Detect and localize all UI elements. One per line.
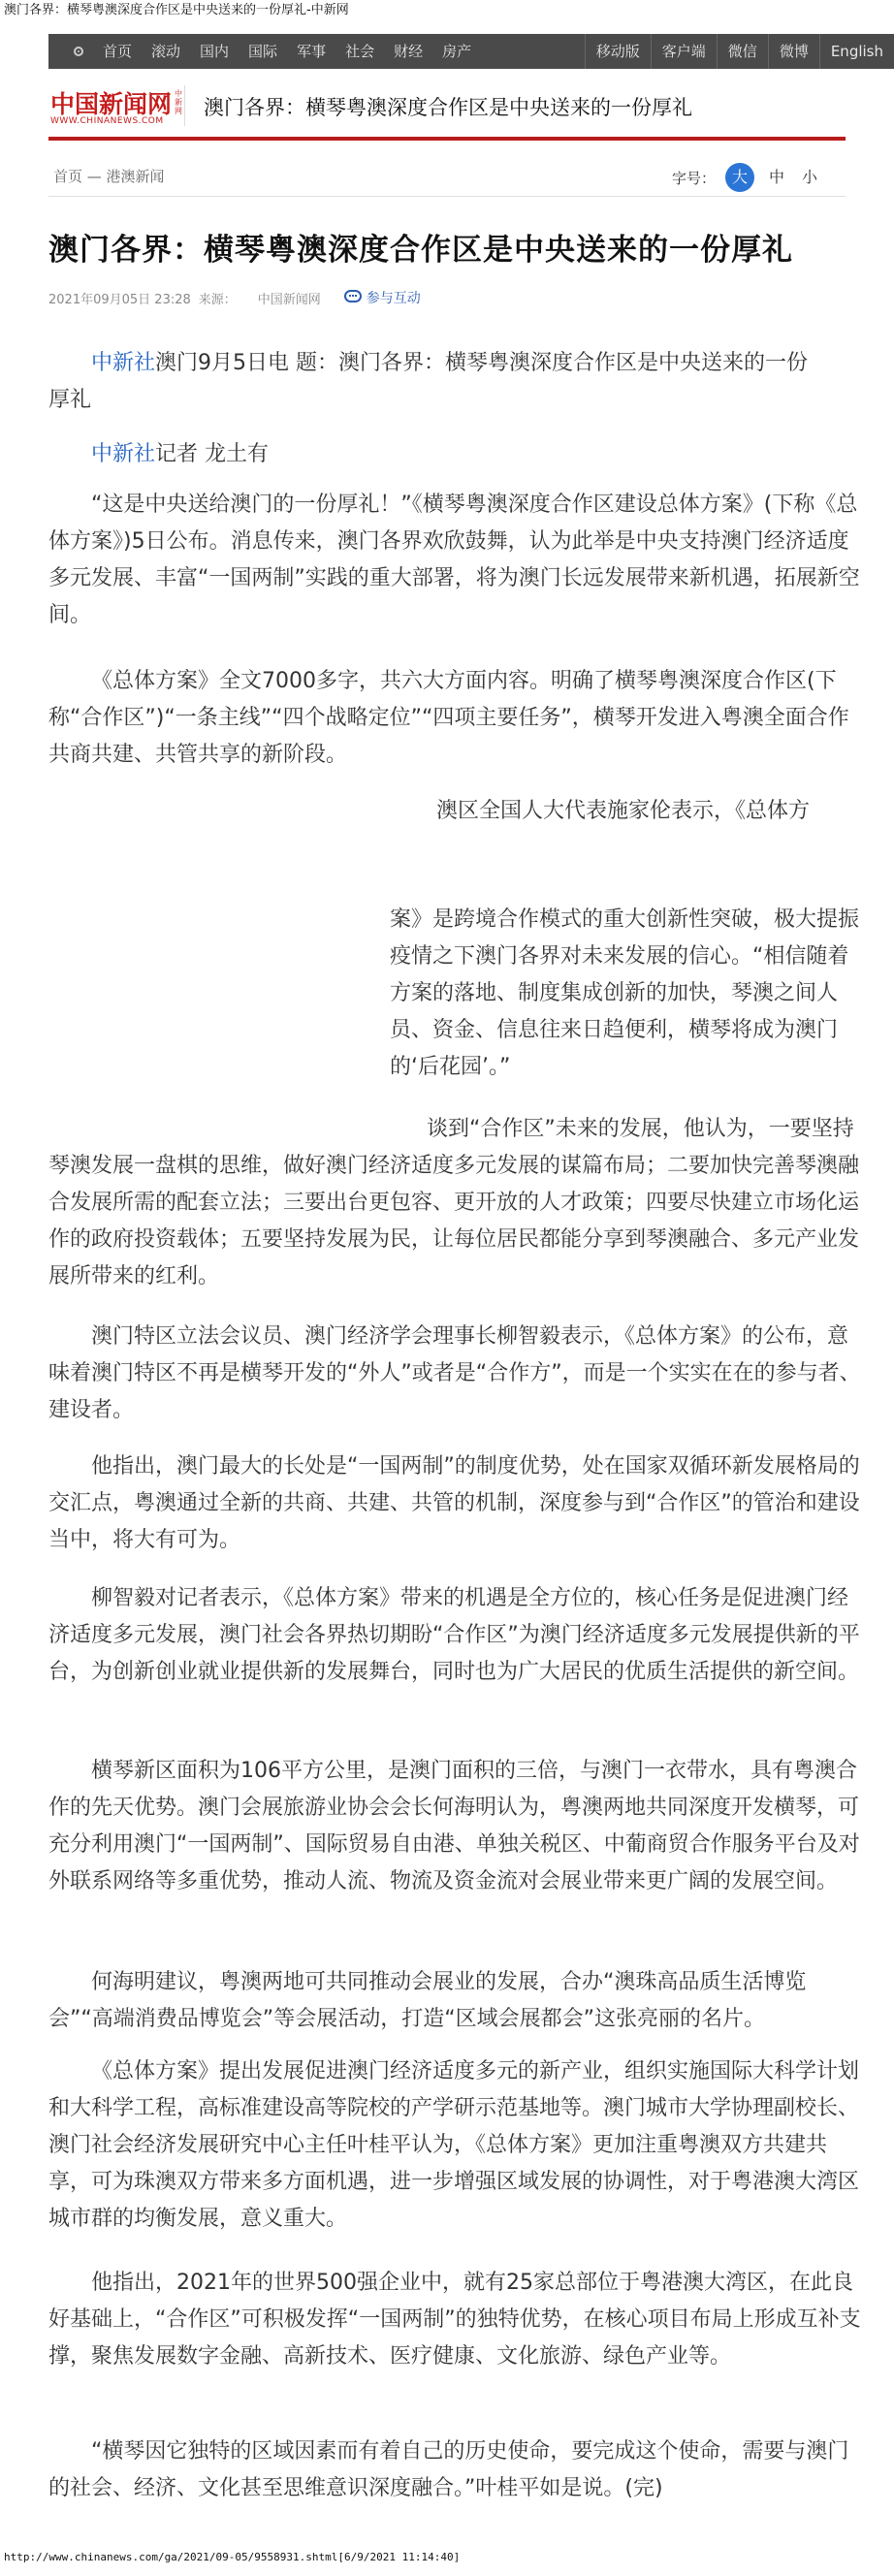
paragraph-8: 他指出，澳门最大的长处是“一国两制”的制度优势，处在国家双循环新发展格局的交汇点，粤澳通过全新的共商、共建、共管的机制，深度参与到“合作区”的管治和建设当中，将大有可为。 (48, 1454, 860, 1552)
brand-divider (184, 85, 185, 126)
print-footer: http://www.chinanews.com/ga/2021/09-05/9558931.shtml[6/9/2021 11:14:40] (4, 2551, 461, 2563)
logo-url: WWW.CHINANEWS.COM (50, 116, 164, 126)
chat-bubble-icon (344, 290, 364, 305)
font-size-large-button[interactable]: 大 (725, 163, 754, 192)
nav-item-military[interactable]: 军事 (297, 43, 327, 60)
paragraph-13: 他指出，2021年的世界500强企业中，就有25家总部位于粤港澳大湾区，在此良好基础上，“合作区”可积极发挥“一国两制”的独特优势，在核心项目布局上形成互补支撑，聚焦发展数字金融、高新技术、医疗健康、文化旅游、绿色产业等。 (48, 2271, 861, 2369)
article-meta (48, 285, 421, 310)
breadcrumb[interactable]: 首页 — 港澳新闻 (53, 168, 165, 185)
paragraph-5-cont: 案》是跨境合作模式的重大创新性突破，极大提振疫情之下澳门各界对未来发展的信心。“相信随着方案的落地、制度集成创新的加快，琴澳之间人员、资金、信息往来日趋便利，横琴将成为澳门的‘后花园’。” (390, 907, 860, 1079)
nav-item-home[interactable]: 首页 (103, 43, 133, 60)
nav-item-international[interactable]: 国际 (248, 43, 278, 60)
paragraph-5-start: 澳区全国人大代表施家伦表示，《总体方 (436, 799, 811, 823)
print-header: 澳门各界：横琴粤澳深度合作区是中央送来的一份厚礼-中新网 (4, 3, 349, 17)
nav-item-english[interactable]: English (819, 34, 894, 69)
nav-item-finance[interactable]: 财经 (394, 43, 424, 60)
font-size-switcher (672, 161, 826, 194)
paragraph-dateline (48, 345, 824, 419)
dateline-text: 澳门9月5日电 题：澳门各界：横琴粤澳深度合作区是中央送来的一份厚礼 (48, 351, 809, 412)
paragraph-12: 《总体方案》提出发展促进澳门经济适度多元的新产业，组织实施国际大科学计划和大科学工程，高标准建设高等院校的产学研示范基地等。澳门城市大学协理副校长、澳门社会经济发展研究中心主任叶桂平认为，《总体方案》更加注重粤澳双方共建共享，可为珠澳双方带来多方面机遇，进一步增强区域发展的协调性，对于粤港澳大湾区城市群的均衡发展，意义重大。 (48, 2059, 860, 2231)
paragraph-11: 何海明建议，粤澳两地可共同推动会展业的发展，合办“澳珠高品质生活博览会”“高端消费品博览会”等会展活动，打造“区域会展都会”这张亮丽的名片。 (48, 1970, 807, 2031)
paragraph-7: 澳门特区立法会议员、澳门经济学会理事长柳智毅表示，《总体方案》的公布，意味着澳门特区不再是横琴开发的“外人”或者是“合作方”，而是一个实实在在的参与者、建设者。 (48, 1324, 861, 1422)
nav-item-wechat[interactable]: 微信 (717, 34, 768, 69)
site-logo[interactable] (48, 85, 194, 128)
paragraph-14: “横琴因它独特的区域因素而有着自己的历史使命，要完成这个使命，需要与澳门的社会、经济、文化甚至思维意识深度融合。”叶桂平如是说。(完) (48, 2439, 849, 2500)
paragraph-3: “这是中央送给澳门的一份厚礼！”《横琴粤澳深度合作区建设总体方案》(下称《总体方案》)5日公布。消息传来，澳门各界欢欣鼓舞，认为此举是中央支持澳门经济适度多元发展、丰富“一国两制”实践的重大部署，将为澳门长远发展带来新机遇，拓展新空间。 (48, 493, 860, 627)
nav-item-mobile[interactable]: 移动版 (585, 34, 651, 69)
brand-bar (48, 78, 894, 134)
nav-item-scroll[interactable]: 滚动 (151, 43, 181, 60)
brand-red-line (48, 137, 846, 141)
article-source: 中国新闻网 (257, 292, 321, 307)
logo-subtext: 中新网 (175, 89, 182, 115)
article-date: 2021年09月05日 23:28 (48, 292, 191, 307)
header-article-title: 澳门各界：横琴粤澳深度合作区是中央送来的一份厚礼 (204, 96, 692, 119)
nav-item-app[interactable]: 客户端 (651, 34, 717, 69)
font-size-label: 字号： (671, 169, 716, 187)
nav-item-domestic[interactable]: 国内 (200, 43, 230, 60)
nav-item-realestate[interactable]: 房产 (442, 43, 472, 60)
paragraph-6: 谈到“合作区”未来的发展，他认为，一要坚持琴澳发展一盘棋的思维，做好澳门经济适度多元发展的谋篇布局；二要加快完善琴澳融合发展所需的配套立法；三要出台更包容、更开放的人才政策；四要尽快建立市场化运作的政府投资载体；五要坚持发展为民，让每位居民都能分享到琴澳融合、多元产业发展所带来的红利。 (48, 1117, 860, 1288)
agency-name[interactable]: 中新社 (91, 351, 156, 375)
interact-label: 参与互动 (366, 291, 421, 306)
logo-text: 中国新闻网 (50, 90, 173, 118)
font-size-medium-button[interactable]: 中 (768, 168, 784, 186)
source-label: 来源： (198, 292, 237, 307)
interact-link[interactable] (344, 288, 421, 307)
nav-item-weibo[interactable]: 微博 (768, 34, 819, 69)
reporter-text: 记者 龙土有 (155, 442, 270, 466)
font-size-small-button[interactable]: 小 (801, 168, 817, 186)
nav-item-society[interactable]: 社会 (345, 43, 375, 60)
paragraph-reporter (48, 436, 868, 473)
agency-name[interactable]: 中新社 (91, 442, 156, 466)
top-navbar (48, 34, 894, 69)
article-title: 澳门各界：横琴粤澳深度合作区是中央送来的一份厚礼 (48, 233, 793, 268)
paragraph-4: 《总体方案》全文7000多字，共六大方面内容。明确了横琴粤澳深度合作区(下称“合作区”)“一条主线”“四个战略定位”“四项主要任务”，横琴开发进入粤澳全面合作共商共建、共管共享的新阶段。 (48, 669, 849, 767)
subheader (48, 158, 846, 197)
nav-right-group (585, 34, 894, 69)
paragraph-9: 柳智毅对记者表示，《总体方案》带来的机遇是全方位的，核心任务是促进澳门经济适度多元发展，澳门社会各界热切期盼“合作区”为澳门经济适度多元发展提供新的平台，为创新创业就业提供新的发展舞台，同时也为广大居民的优质生活提供的新空间。 (48, 1586, 860, 1684)
paragraph-10: 横琴新区面积为106平方公里，是澳门面积的三倍，与澳门一衣带水，具有粤澳合作的先天优势。澳门会展旅游业协会会长何海明认为，粤澳两地共同深度开发横琴，可充分利用澳门“一国两制”、国际贸易自由港、单独关税区、中葡商贸合作服务平台及对外联系网络等多重优势，推动人流、物流及资金流对会展业带来更广阔的发展空间。 (48, 1759, 860, 1893)
home-icon[interactable] (74, 47, 83, 56)
